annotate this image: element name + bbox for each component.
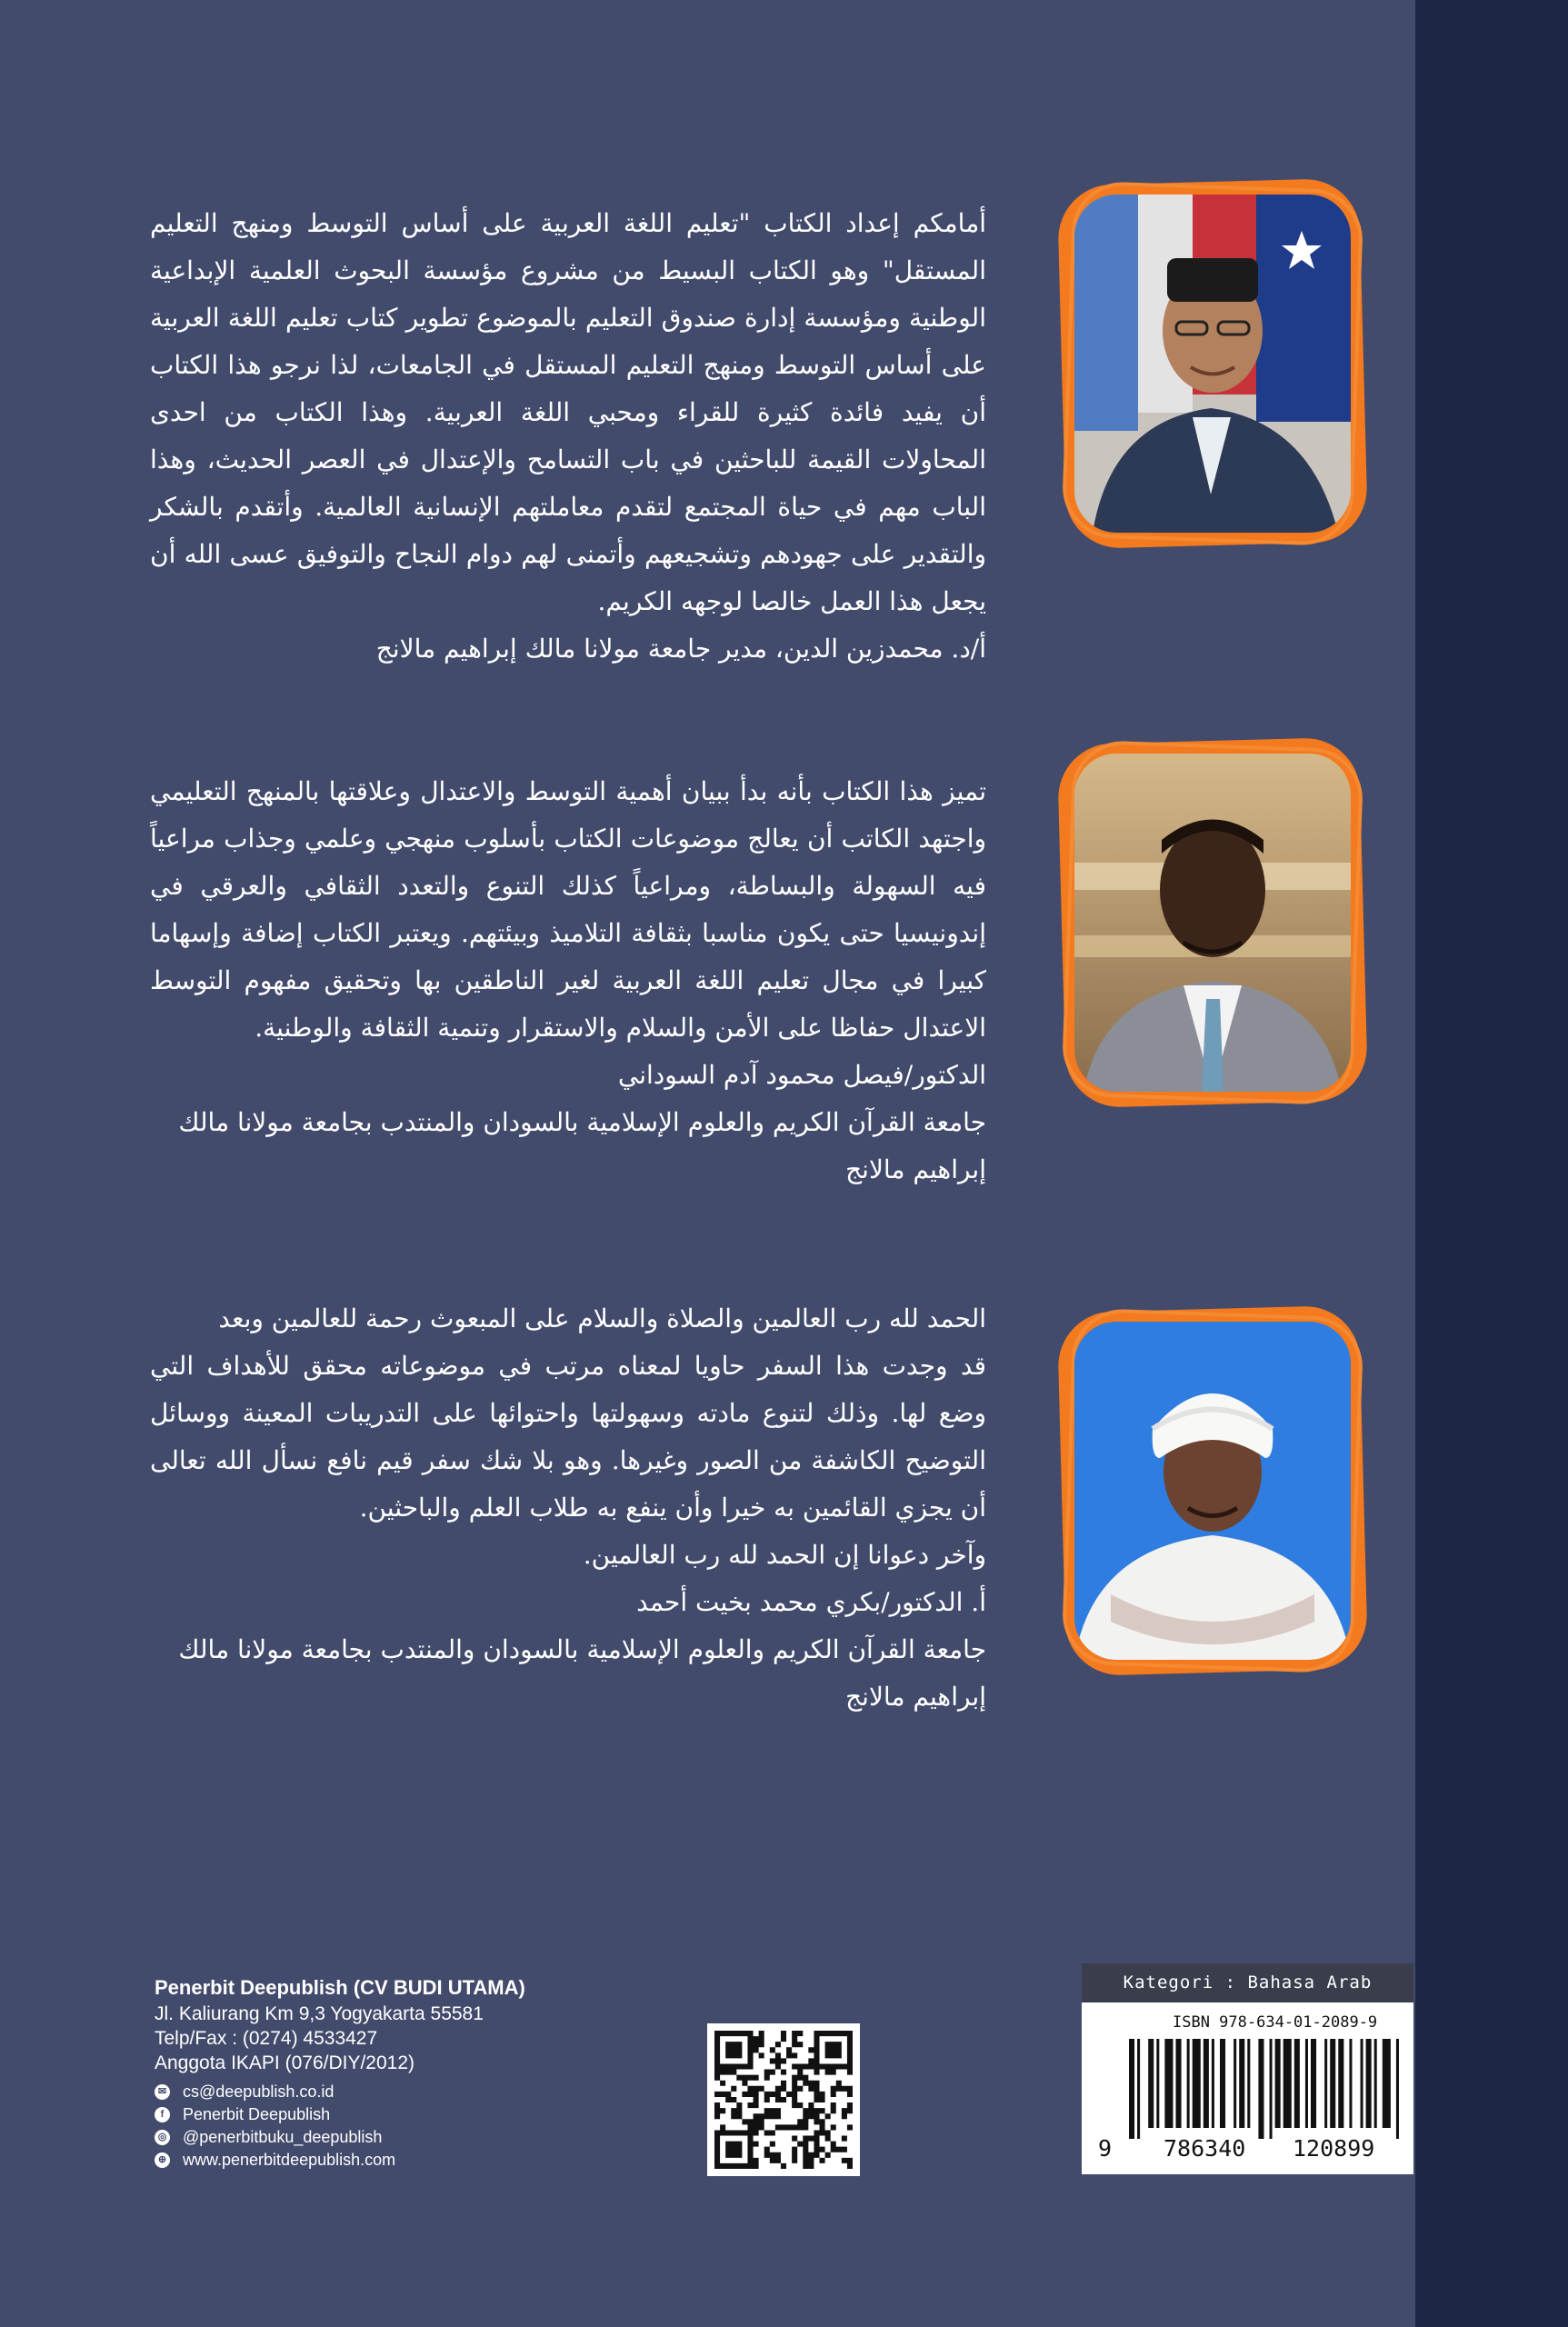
- endorsement-paragraph: وآخر دعوانا إن الحمد لله رب العالمين.: [583, 1540, 986, 1570]
- contact-website: [155, 2149, 664, 2172]
- portrait-photo: [1074, 195, 1351, 533]
- publisher-membership: Anggota IKAPI (076/DIY/2012): [155, 2052, 415, 2073]
- portrait-1: [1062, 182, 1363, 545]
- publisher-contacts: [155, 2081, 664, 2172]
- endorsement-signature: الدكتور/فيصل محمود آدم السوداني: [617, 1060, 986, 1090]
- contact-facebook: [155, 2103, 664, 2126]
- category-label: Kategori : Bahasa Arab: [1082, 1963, 1413, 2002]
- endorsement-1: [150, 200, 986, 673]
- portrait-2: [1062, 741, 1363, 1104]
- contact-text: www.penerbitdeepublish.com: [183, 2151, 396, 2169]
- qr-code-graphic: [707, 2023, 860, 2176]
- globe-icon: ⊕: [155, 2152, 170, 2168]
- barcode-digit-group-2: 120899: [1293, 2135, 1375, 2162]
- barcode-panel: [1082, 2002, 1413, 2174]
- endorsement-signature: أ. الدكتور/بكري محمد بخيت أحمد: [636, 1587, 986, 1617]
- email-icon: ✉: [155, 2084, 170, 2100]
- endorsement-paragraph: قد وجدت هذا السفر حاويا لمعناه مرتب في موضوعاته محقق للأهداف التي وضع لها. وذلك لتنوع مادته وسهولتها واحتوائها على التدريبات المعينة ووسائل التوضيح الكاشفة من الصور وغيرها. وهو بلا شك سفر قيم نافع نسأل الله تعالى أن يجزي القائمين به خيرا وأن ينفع به طلاب العلم والباحثين.: [150, 1351, 986, 1523]
- barcode-digit-first: 9: [1098, 2135, 1113, 2162]
- portrait-photo: [1074, 1322, 1351, 1660]
- facebook-icon: f: [155, 2107, 170, 2122]
- endorsement-paragraph: الحمد لله رب العالمين والصلاة والسلام على المبعوث رحمة للعالمين وبعد: [218, 1303, 986, 1333]
- contact-text: Penerbit Deepublish: [183, 2105, 331, 2123]
- qr-code: [707, 2023, 860, 2176]
- endorsement-paragraph: تميز هذا الكتاب بأنه بدأ ببيان أهمية التوسط والاعتدال وعلاقتها بالمنهج التعليمي واجتهد الكاتب أن يعالج موضوعات الكتاب بأسلوب منهجي وعلمي وجذاب مراعياً فيه السهولة والبساطة، ومراعياً كذلك التنوع والتعدد الثقافي والعرقي في إندونيسيا حتى يكون مناسبا بثقافة التلاميذ وبيئتهم. ويعتبر الكتاب إضافة وإسهاما كبيرا في مجال تعليم اللغة العربية لغير الناطقين بها وتحقيق مفهوم التوسط الاعتدال حفاظا على الأمن والسلام والاستقرار وتنمية الثقافة والوطنية.: [150, 776, 986, 1043]
- endorsement-3: [150, 1295, 986, 1721]
- contact-text: @penerbitbuku_deepublish: [183, 2128, 383, 2146]
- publisher-name: Penerbit Deepublish (CV BUDI UTAMA): [155, 1976, 525, 1999]
- contact-instagram: [155, 2126, 664, 2149]
- portrait-photo: [1074, 754, 1351, 1092]
- publisher-info: [155, 1974, 664, 2172]
- contact-text: cs@deepublish.co.id: [183, 2082, 335, 2101]
- book-spine: [1415, 0, 1568, 2327]
- endorsement-affiliation: جامعة القرآن الكريم والعلوم الإسلامية بالسودان والمنتدب بجامعة مولانا مالك إبراهيم مالانج: [178, 1634, 986, 1712]
- endorsement-paragraph: أمامكم إعداد الكتاب "تعليم اللغة العربية على أساس التوسط ومنهج التعليم المستقل" وهو الكتاب البسيط من مشروع مؤسسة البحوث العلمية الإبداعية الوطنية ومؤسسة إدارة صندوق التعليم بالموضوع تطوير كتاب تعليم اللغة العربية على أساس التوسط ومنهج التعليم المستقل في الجامعات، لذا نرجو هذا الكتاب أن يفيد فائدة كثيرة للقراء ومحبي اللغة العربية. وهذا الكتاب من احدى المحاولات القيمة للباحثين في باب التسامح والإعتدال في العصر الحديث، وهذا الباب مهم في حياة المجتمع لتقدم معاملتهم الإنسانية العالمية. وأتقدم بالشكر والتقدير على جهودهم وتشجيعهم وأتمنى لهم دوام النجاح والتوفيق عسى الله أن يجعل هذا العمل خالصا لوجهه الكريم.: [150, 208, 986, 616]
- endorsement-signature: أ/د. محمدزين الدين، مدير جامعة مولانا مالك إبراهيم مالانج: [375, 634, 986, 664]
- barcode-bars: [1129, 2039, 1402, 2139]
- isbn-number: ISBN 978-634-01-2089-9: [1173, 2013, 1378, 2032]
- publisher-phone: Telp/Fax : (0274) 4533427: [155, 2028, 378, 2049]
- contact-email: [155, 2081, 664, 2103]
- publisher-address: Jl. Kaliurang Km 9,3 Yogyakarta 55581: [155, 2003, 484, 2024]
- instagram-icon: ◎: [155, 2130, 170, 2145]
- endorsement-affiliation: جامعة القرآن الكريم والعلوم الإسلامية بالسودان والمنتدب بجامعة مولانا مالك إبراهيم مالانج: [178, 1107, 986, 1184]
- endorsement-2: [150, 768, 986, 1193]
- isbn-barcode-box: [1082, 1963, 1413, 2174]
- portrait-3: [1062, 1309, 1363, 1673]
- barcode-digit-group-1: 786340: [1164, 2135, 1246, 2162]
